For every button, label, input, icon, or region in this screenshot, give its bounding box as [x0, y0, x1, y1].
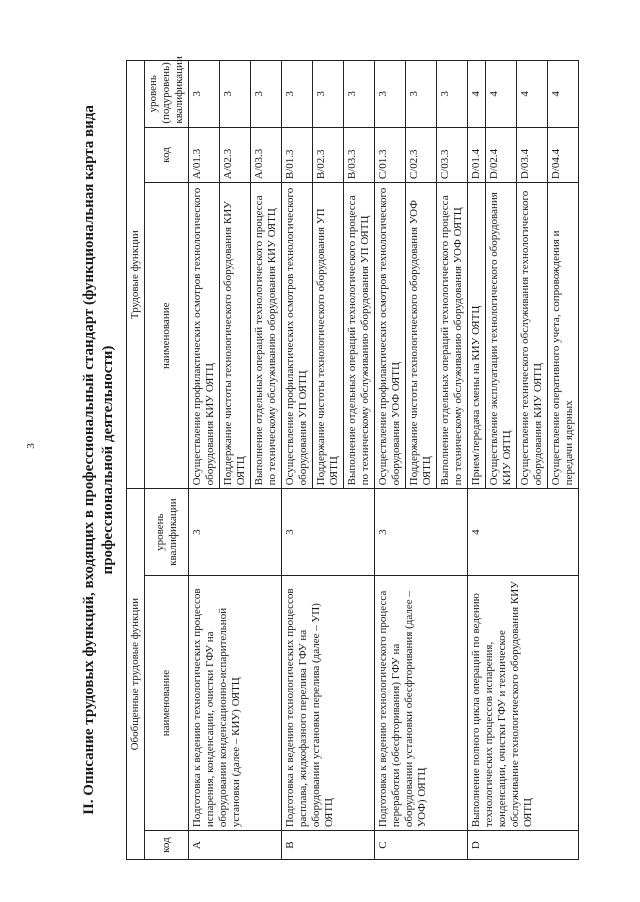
function-code-cell: A/02.3	[220, 127, 251, 182]
function-level-cell: 3	[375, 61, 406, 128]
function-code-cell: D/04.4	[548, 127, 579, 182]
group-code-cell: A	[189, 831, 282, 860]
function-level-cell: 4	[468, 61, 486, 128]
function-level-cell: 3	[406, 61, 437, 128]
group-level-cell: 4	[468, 489, 579, 576]
function-name-cell: Поддержание чистоты технологического оборудования УП ОЯТЦ	[313, 183, 344, 489]
function-code-cell: B/03.3	[344, 127, 375, 182]
function-name-cell: Осуществление оперативного учета, сопровождения и передачи ядерных	[548, 183, 579, 489]
function-code-cell: B/01.3	[282, 127, 313, 182]
function-code-cell: D/01.4	[468, 127, 486, 182]
table-row	[189, 61, 220, 860]
group-code-cell: B	[282, 831, 375, 860]
header-generalized-functions: Обобщенные трудовые функции	[127, 489, 145, 860]
function-code-cell: B/02.3	[313, 127, 344, 182]
function-level-cell: 3	[220, 61, 251, 128]
group-level-cell: 3	[375, 489, 468, 576]
function-code-cell: C/01.3	[375, 127, 406, 182]
function-level-cell: 4	[517, 61, 548, 128]
table-column-header-row	[145, 61, 189, 860]
function-level-cell: 3	[189, 61, 220, 128]
section-heading	[80, 60, 118, 860]
function-name-cell: Осуществление технического обслуживания технологического оборудования КИУ ОЯТЦ	[517, 183, 548, 489]
function-level-cell: 3	[313, 61, 344, 128]
group-code-cell: C	[375, 831, 468, 860]
function-name-cell: Прием/передача смены на КИУ ОЯТЦ	[468, 183, 486, 489]
header-labor-functions: Трудовые функции	[127, 61, 145, 489]
function-name-cell: Осуществление профилактических осмотров технологического оборудования УОФ ОЯТЦ	[375, 183, 406, 489]
function-level-cell: 3	[437, 61, 468, 128]
function-code-cell: C/03.3	[437, 127, 468, 182]
heading-line-2: профессиональной деятельности)	[100, 345, 116, 575]
function-level-cell: 3	[282, 61, 313, 128]
header-level: уровень квалификации	[145, 489, 189, 576]
function-code-cell: A/01.3	[189, 127, 220, 182]
function-level-cell: 4	[548, 61, 579, 128]
group-name-cell: Подготовка к ведению технологических процессов расплава, жидкофазного перелива ГФУ на оборудовании установки перелива (далее – УП) ОЯТЦ	[282, 575, 375, 830]
table-row	[282, 61, 313, 860]
header-function-name: наименование	[145, 183, 189, 489]
table-row	[375, 61, 406, 860]
group-name-cell: Выполнение полного цикла операций по ведению технологических процессов испарения, конденсации, очистки ГФУ и техническое обслуживание технологического оборудования КИУ ОЯТЦ	[468, 575, 579, 830]
header-function-code: код	[145, 127, 189, 182]
header-sublevel: уровень (подуровень) квалификации	[145, 61, 189, 128]
function-code-cell: D/02.4	[486, 127, 517, 182]
function-code-cell: C/02.3	[406, 127, 437, 182]
function-name-cell: Выполнение отдельных операций технологического процесса по техническому обслуживанию оборудования УП ОЯТЦ	[344, 183, 375, 489]
function-level-cell: 4	[486, 61, 517, 128]
function-code-cell: A/03.3	[251, 127, 282, 182]
function-level-cell: 3	[344, 61, 375, 128]
group-code-cell: D	[468, 831, 579, 860]
function-name-cell: Осуществление профилактических осмотров технологического оборудования УП ОЯТЦ	[282, 183, 313, 489]
table-group-header-row	[127, 61, 145, 860]
document-sheet	[80, 56, 600, 860]
group-level-cell: 3	[282, 489, 375, 576]
function-name-cell: Выполнение отдельных операций технологического процесса по техническому обслуживанию оборудования КИУ ОЯТЦ	[251, 183, 282, 489]
function-name-cell: Поддержание чистоты технологического оборудования УОФ ОЯТЦ	[406, 183, 437, 489]
table-row	[468, 61, 486, 860]
function-level-cell: 3	[251, 61, 282, 128]
function-name-cell: Осуществление эксплуатации технологического оборудования КИУ ОЯТЦ	[486, 183, 517, 489]
header-code: код	[145, 831, 189, 860]
group-level-cell: 3	[189, 489, 282, 576]
function-name-cell: Осуществление профилактических осмотров технологического оборудования КИУ ОЯТЦ	[189, 183, 220, 489]
group-name-cell: Подготовка к ведению технологических процессов испарения, конденсации, очистки ГФУ на оборудовании конденсационно-испарительной установки (далее – КИУ) ОЯТЦ	[189, 575, 282, 830]
function-name-cell: Выполнение отдельных операций технологического процесса по техническому обслуживанию оборудования УОФ ОЯТЦ	[437, 183, 468, 489]
table-body	[189, 61, 579, 860]
heading-line-1: II. Описание трудовых функций, входящих в профессиональный стандарт (функциональная карта вида	[81, 105, 97, 815]
function-name-cell: Поддержание чистоты технологического оборудования КИУ ОЯТЦ	[220, 183, 251, 489]
group-name-cell: Подготовка к ведению технологического процесса переработки (обесфторивания) ГФУ на оборудовании установки обесфторивания (далее – УОФ) ОЯТЦ	[375, 575, 468, 830]
page-number: 3	[24, 443, 37, 449]
function-code-cell: D/03.4	[517, 127, 548, 182]
functional-map-table	[126, 56, 579, 860]
header-name: наименование	[145, 575, 189, 830]
